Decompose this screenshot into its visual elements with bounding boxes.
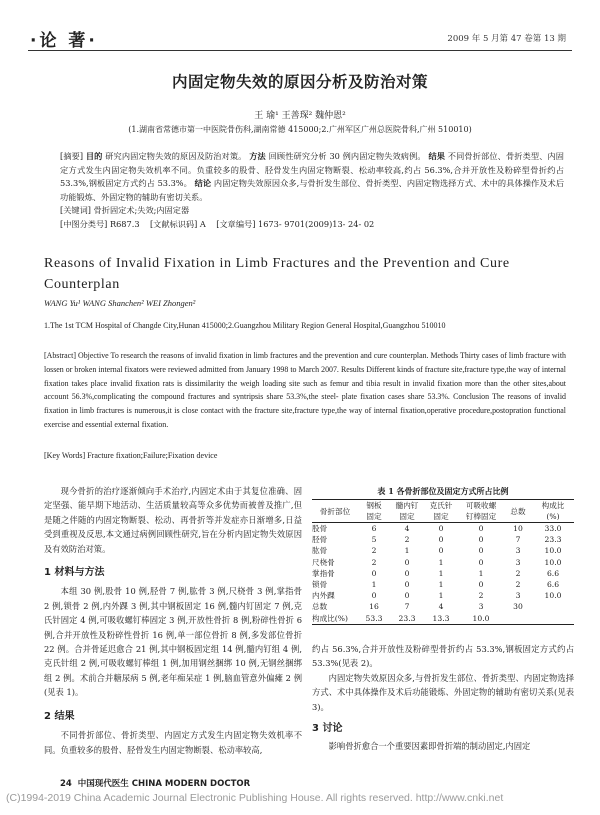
table-cell: 0	[404, 557, 410, 567]
table-cell: 6.6	[546, 568, 560, 578]
purpose-text: 研究内固定物失效的原因及防治对策。	[105, 151, 247, 161]
table-row	[312, 523, 574, 535]
section-2-text: 不同骨折部位、骨折类型、内固定方式发生内固定物失效机率不同。负重较多的股骨、胫骨发生内固定物断裂、松动率较高,	[44, 730, 302, 755]
table-cell: 构成比(%)	[312, 613, 358, 625]
table-cell	[532, 613, 574, 625]
table-row	[312, 590, 574, 601]
table-header-cell: 钢板 固定	[358, 500, 390, 523]
table-1-title: 表 1 各骨折部位及固定方式所占比例	[377, 486, 509, 496]
result-label: 结果	[428, 151, 446, 161]
table-cell: 锁骨	[312, 580, 328, 590]
table-header-cell: 构成比 (%)	[532, 500, 574, 523]
conclusion-text-en: The reasons of invalid fixation in limb fractures is numerous,it is close contact with the fracture site,fracture type,the way of internal fixation,operative procedure,postopration functional exercise and essential external fixation.	[44, 392, 566, 429]
table-row	[312, 545, 574, 556]
table-cell: 0	[478, 580, 484, 590]
table-cell: 0	[371, 591, 377, 601]
table-cell: 0	[478, 546, 484, 556]
table-cell: 0	[438, 546, 444, 556]
table-cell: 16	[369, 602, 379, 612]
keywords-en-text: Fracture fixation;Failure;Fixation device	[87, 451, 218, 460]
table-cell: 3	[515, 591, 521, 601]
methods-label: Methods	[430, 351, 459, 360]
table-cell: 内外踝	[312, 591, 335, 601]
table-header-cell: 骨折部位	[312, 500, 358, 523]
table-cell: 53.3	[358, 613, 390, 625]
table-cell: 0	[478, 557, 484, 567]
table-cell: 0	[478, 524, 484, 534]
results-label: Results	[340, 364, 365, 374]
results-text: Different kinds of fracture site,fracture type,the way of internal fixation takes place invalid fixation rats is dissimilarity the weigh loading site such as femur and tibia result in invalid fixation more than the other sites,about account 56.3%,complicating the compound fractures and syntripsis share 53.3%,the steel- plate fixation cases share 53.3%.	[44, 364, 566, 402]
table-row	[312, 601, 574, 612]
affiliation-en: 1.The 1st TCM Hospital of Changde City,Hunan 415000;2.Guangzhou Military Region General Hospital,Guangzhou 510010	[44, 321, 446, 330]
table-cell: 23.3	[544, 535, 562, 545]
purpose-label: 目的	[85, 151, 103, 161]
keywords-label-en: [Key Words]	[44, 451, 86, 460]
table-cell: 3	[515, 546, 521, 556]
table-cell: 6	[371, 524, 377, 534]
table-cell: 10	[513, 524, 523, 534]
abstract-label: [摘要]	[60, 151, 84, 161]
conclusion-label: 结论	[194, 178, 212, 189]
result-paragraph-2: 内固定物失效原因众多,与骨折发生部位、骨折类型、内固定物选择方式、术中具体操作及术后功能锻炼、外固定物的辅助有密切关系(见表 3)。	[312, 672, 574, 712]
table-cell: 1	[478, 568, 484, 578]
table-header-cell: 总数	[504, 500, 532, 523]
table-row	[312, 557, 574, 568]
section-2-heading: 2 结果	[44, 710, 75, 722]
table-cell: 0	[404, 568, 410, 578]
table-cell: 2	[404, 535, 410, 545]
keywords-cn: 骨折固定术;失效;内固定器	[93, 205, 190, 216]
table-cell: 1	[438, 591, 444, 601]
objective-label: Objective	[78, 351, 109, 360]
table-cell: 1	[404, 546, 410, 556]
table-cell: 30	[513, 602, 523, 612]
table-cell: 总数	[312, 602, 328, 612]
table-cell: 3	[478, 602, 484, 612]
table-cell: 5	[371, 535, 377, 545]
page-footer	[60, 777, 250, 789]
table-header-cell: 克氏针 固定	[424, 500, 458, 523]
clc-value: R687.3	[109, 218, 140, 229]
table-cell: 2	[478, 591, 484, 601]
clc-label: [中图分类号]	[60, 218, 108, 229]
body-left-column	[44, 484, 302, 757]
section-1-heading: 1 材料与方法	[44, 567, 105, 579]
table-cell: 10.0	[544, 591, 562, 601]
header-rule	[28, 50, 572, 51]
table-cell: 23.3	[390, 613, 424, 625]
table-1	[312, 499, 574, 625]
table-row	[312, 568, 574, 579]
authors-en: WANG Yu¹ WANG Shanchen² WEI Zhongen²	[44, 298, 196, 308]
table-cell: 0	[478, 535, 484, 545]
result-text: 不同骨折部位、骨折类型、内固定方式发生内固定物失效机率不同。负重较多的股骨、胫骨发生内固定物断裂、松动率较高,约占 56.3%,合并开放性及粉碎型骨折约占 53.3%,钢板固定方式约占 53.3%。	[60, 151, 564, 189]
copyright-watermark: (C)1994-2019 China Academic Journal Electronic Publishing House. All rights reserved. http://www.cnki.net	[6, 792, 504, 804]
table-cell: 胫骨	[312, 535, 328, 545]
table-cell: 0	[404, 591, 410, 601]
table-cell: 4	[438, 602, 444, 612]
table-cell: 7	[515, 535, 521, 545]
section-1-text: 本组 30 例,股骨 10 例,胫骨 7 例,肱骨 3 例,尺桡骨 3 例,掌指骨 2 例,锁骨 2 例,内外踝 3 例,其中钢板固定 16 例,髓内钉固定 7 例,克氏针固定 4 例,可吸收螺钉棒固定 3 例,开放性骨折 8 例,粉碎性骨折 6 例,合并开放性及粉碎性骨折 16 例,单一部位骨折 8 例,多发部位骨折 22 例。合并骨延迟愈合 21 例,其中钢板固定组 14 例,髓内钉组 4 例,克氏针组 2 例,可吸收螺钉棒组 1 例,加用钢丝捆绑 10 例,无钢丝捆绑组 2 例。术前合并糖尿病 5 例,老年痴呆症 1 例,脑血管意外偏瘫 2 例(见表 1)。	[44, 586, 302, 698]
table-cell	[504, 613, 532, 625]
journal-name: 中国现代医生 CHINA MODERN DOCTOR	[77, 779, 251, 789]
table-cell: 0	[438, 535, 444, 545]
table-cell: 0	[404, 580, 410, 590]
table-cell: 尺桡骨	[312, 557, 335, 567]
abstract-label-en: [Abstract]	[44, 351, 76, 360]
keywords-label-cn: [关键词]	[60, 205, 91, 216]
table-cell	[532, 601, 574, 612]
section-label: ·论 著·	[30, 31, 98, 51]
conclusion-label-en: Conclusion	[453, 392, 490, 402]
abstract-cn	[60, 150, 564, 232]
table-cell: 0	[438, 524, 444, 534]
abstract-en	[44, 349, 566, 432]
methods-text: Thirty cases of limb fracture with lossen or broken internal fixators were reviewed admitted from January 1998 to March 2007.	[44, 351, 566, 374]
table-cell: 2	[515, 580, 521, 590]
authors-cn: 王 瑜¹ 王善琛² 魏仲恩²	[254, 111, 346, 121]
section-3-text: 影响骨折愈合一个重要因素即骨折端的制动固定,内固定	[328, 741, 531, 752]
page-number: 24	[60, 779, 72, 789]
article-no-label: [文章编号]	[216, 218, 256, 229]
table-cell: 10.0	[544, 546, 562, 556]
table-row	[312, 534, 574, 545]
conclusion-text: 内固定物失效原因众多,与骨折发生部位、骨折类型、内固定物选择方式、术中的具体操作及术后功能锻炼、外固定物的辅助有密切关系。	[60, 178, 565, 202]
doc-code-label: [文献标识码]	[149, 218, 198, 229]
body-right-column	[312, 642, 574, 754]
objective-text: To research the reasons of invalid fixation in limb fractures and the prevention and cure counterplan.	[110, 351, 429, 360]
method-label: 方法	[249, 151, 266, 161]
table-cell: 1	[438, 557, 444, 567]
section-3-heading: 3 讨论	[312, 723, 343, 735]
paper-title-cn: 内固定物失效的原因分析及防治对策	[171, 72, 428, 91]
affiliation-cn: (1.湖南省常德市第一中医院骨伤科,湖南常德 415000;2.广州军区广州总医院骨科,广州 510010)	[128, 125, 472, 134]
issue-info: 2009 年 5 月第 47 卷第 13 期	[447, 34, 566, 44]
article-no-value: 1673- 9701(2009)13- 24- 02	[258, 218, 375, 229]
doc-code-value: A	[199, 218, 206, 229]
table-row	[312, 579, 574, 590]
table-cell: 10.0	[544, 557, 562, 567]
table-header-cell: 髓内钉 固定	[390, 500, 424, 523]
table-cell: 3	[515, 557, 521, 567]
result-continued: 约占 56.3%,合并开放性及粉碎型骨折约占 53.3%,钢板固定方式约占 53.3%(见表 2)。	[312, 644, 574, 669]
table-header-cell: 可吸收螺 钉棒固定	[458, 500, 504, 523]
table-cell: 掌指骨	[312, 568, 335, 578]
table-cell: 6.6	[546, 580, 560, 590]
table-cell: 7	[404, 602, 410, 612]
paper-title-en: Reasons of Invalid Fixation in Limb Fractures and the Prevention and Cure Counterplan	[44, 256, 510, 292]
table-cell: 0	[371, 568, 377, 578]
table-cell: 2	[371, 546, 377, 556]
table-cell: 2	[371, 557, 377, 567]
table-cell: 2	[515, 568, 521, 578]
table-cell: 肱骨	[312, 546, 328, 556]
intro-paragraph: 现今骨折的治疗逐渐倾向手术治疗,内固定术由于其复位准确、固定坚强、能早期下地活动、生活质量较高等众多优势而被普及推广,但是随之伴随的内固定物断裂、松动、再骨折等并发症亦日渐增多,日益受到重视及反思,本文通过病例回顾性研究,旨在分析内固定物失效原因及有效防治对策。	[44, 486, 302, 554]
table-cell: 1	[438, 580, 444, 590]
table-cell: 13.3	[424, 613, 458, 625]
table-header-row	[312, 500, 574, 523]
table-cell: 1	[371, 580, 377, 590]
table-cell: 1	[438, 568, 444, 578]
table-cell: 33.0	[544, 524, 562, 534]
table-cell: 4	[404, 524, 410, 534]
keywords-en	[44, 451, 217, 460]
table-cell: 10.0	[458, 613, 504, 625]
method-text: 回顾性研究分析 30 例内固定物失效病例。	[268, 151, 426, 161]
table-row	[312, 613, 574, 625]
table-cell: 股骨	[312, 524, 328, 534]
